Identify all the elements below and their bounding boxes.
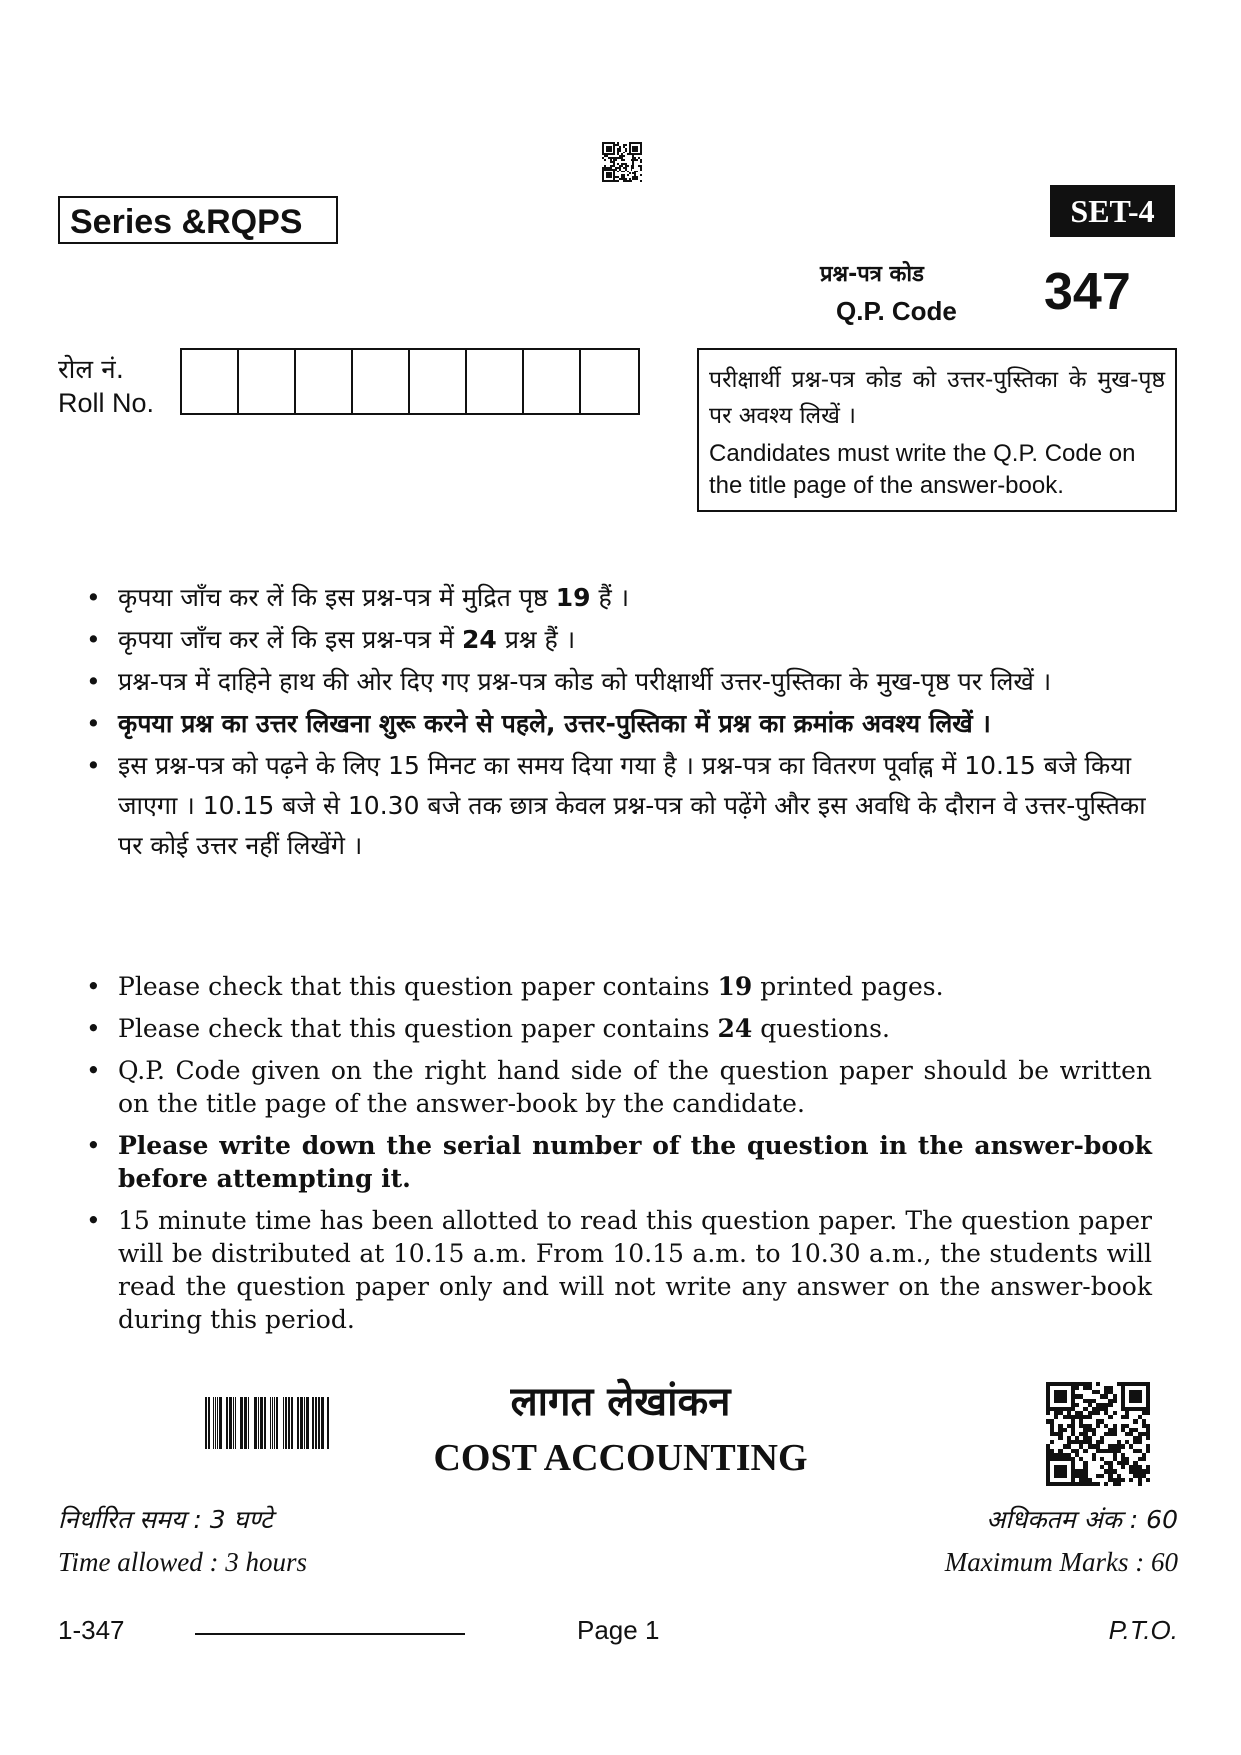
instruction-item	[86, 704, 1152, 744]
subject-title-en: COST ACCOUNTING	[433, 1437, 808, 1479]
instruction-text-bold: 24	[717, 1014, 753, 1043]
instruction-text-bold: 19	[555, 583, 591, 612]
instructions-english-list	[86, 970, 1152, 1345]
instruction-text-before: कृपया जाँच कर लें कि इस प्रश्न-पत्र में मुद्रित पृष्ठ	[118, 583, 556, 612]
instruction-text-after: हैं ।	[590, 583, 630, 612]
roll-number-box[interactable]	[524, 350, 581, 413]
qp-code-note-box	[697, 348, 1177, 512]
instruction-text-before: कृपया जाँच कर लें कि इस प्रश्न-पत्र में	[118, 625, 462, 654]
series-label: Series &RQPS	[58, 196, 338, 244]
instruction-text-before: Please check that this question paper contains	[118, 1014, 718, 1043]
roll-number-boxes[interactable]	[180, 348, 640, 415]
qp-code-label-en: Q.P. Code	[836, 296, 957, 326]
instructions-hindi-list	[86, 578, 1152, 868]
time-allowed-hi: निर्धारित समय : 3 घण्टे	[58, 1505, 273, 1534]
roll-number-box[interactable]	[353, 350, 410, 413]
qp-code-note-en: Candidates must write the Q.P. Code on the title page of the answer-book.	[709, 440, 1136, 499]
roll-number-box[interactable]	[410, 350, 467, 413]
roll-number-box[interactable]	[239, 350, 296, 413]
instruction-item	[86, 1129, 1152, 1195]
instruction-text-bold: 19	[717, 972, 753, 1001]
instruction-item	[86, 1204, 1152, 1336]
roll-label-en: Roll No.	[58, 388, 155, 418]
footer-pto: P.T.O.	[1108, 1615, 1178, 1645]
maximum-marks-en: Maximum Marks : 60	[944, 1547, 1178, 1577]
maximum-marks-hi: अधिकतम अंक : 60	[986, 1505, 1178, 1534]
instruction-item	[86, 970, 1152, 1003]
instruction-text-after: प्रश्न हैं ।	[496, 625, 576, 654]
qp-code-label-hi: प्रश्न-पत्र कोड	[820, 262, 924, 287]
qp-code-value: 347	[1044, 263, 1131, 321]
instruction-item	[86, 746, 1152, 866]
instruction-text-before: इस प्रश्न-पत्र को पढ़ने के लिए 15 मिनट का समय दिया गया है । प्रश्न-पत्र का वितरण पूर्वाह्न में 10.15 बजे किया जाएगा । 10.15 बजे से 10.30 बजे तक छात्र केवल प्रश्न-पत्र को पढ़ेंगे और इस अवधि के दौरान वे उत्तर-पुस्तिका पर कोई उत्तर नहीं लिखेंगे ।	[118, 751, 1146, 860]
roll-number-box[interactable]	[296, 350, 353, 413]
set-label: SET-4	[1050, 185, 1175, 237]
footer-page-number: Page 1	[577, 1615, 660, 1645]
top-qr-code-icon	[602, 142, 642, 182]
time-allowed-en: Time allowed : 3 hours	[58, 1547, 308, 1577]
instruction-item	[86, 578, 1152, 618]
instruction-text-bold: कृपया प्रश्न का उत्तर लिखना शुरू करने से पहले, उत्तर-पुस्तिका में प्रश्न का क्रमांक अवश्य लिखें ।	[118, 709, 991, 738]
instruction-text-bold: Please write down the serial number of the question in the answer-book before attempting it.	[118, 1131, 1152, 1193]
instruction-item	[86, 1054, 1152, 1120]
bottom-qr-code-icon	[1046, 1382, 1150, 1486]
instruction-text-before: प्रश्न-पत्र में दाहिने हाथ की ओर दिए गए प्रश्न-पत्र कोड को परीक्षार्थी उत्तर-पुस्तिका के मुख-पृष्ठ पर लिखें ।	[118, 667, 1052, 696]
footer-divider	[195, 1633, 465, 1635]
footer-paper-code: 1-347	[58, 1615, 125, 1645]
instruction-text-before: Please check that this question paper contains	[118, 972, 718, 1001]
roll-number-box[interactable]	[581, 350, 638, 413]
instruction-text-after: questions.	[752, 1014, 890, 1043]
instruction-item	[86, 620, 1152, 660]
instruction-text-before: 15 minute time has been allotted to read this question paper. The question paper will be distributed at 10.15 a.m. From 10.15 a.m. to 10.30 a.m., the students will read the question paper only and will not write any answer on the answer-book during this period.	[118, 1206, 1152, 1334]
instruction-text-bold: 24	[461, 625, 497, 654]
roll-number-box[interactable]	[182, 350, 239, 413]
qp-code-note-hi: परीक्षार्थी प्रश्न-पत्र कोड को उत्तर-पुस्तिका के मुख-पृष्ठ पर अवश्य लिखें ।	[709, 367, 1165, 429]
instruction-item	[86, 662, 1152, 702]
roll-number-box[interactable]	[467, 350, 524, 413]
instruction-text-before: Q.P. Code given on the right hand side of the question paper should be written on the title page of the answer-book by the candidate.	[118, 1056, 1152, 1118]
roll-label-hi: रोल नं.	[58, 355, 124, 385]
instruction-item	[86, 1012, 1152, 1045]
subject-title-hi: लागत लेखांकन	[510, 1379, 731, 1425]
instruction-text-after: printed pages.	[752, 972, 944, 1001]
